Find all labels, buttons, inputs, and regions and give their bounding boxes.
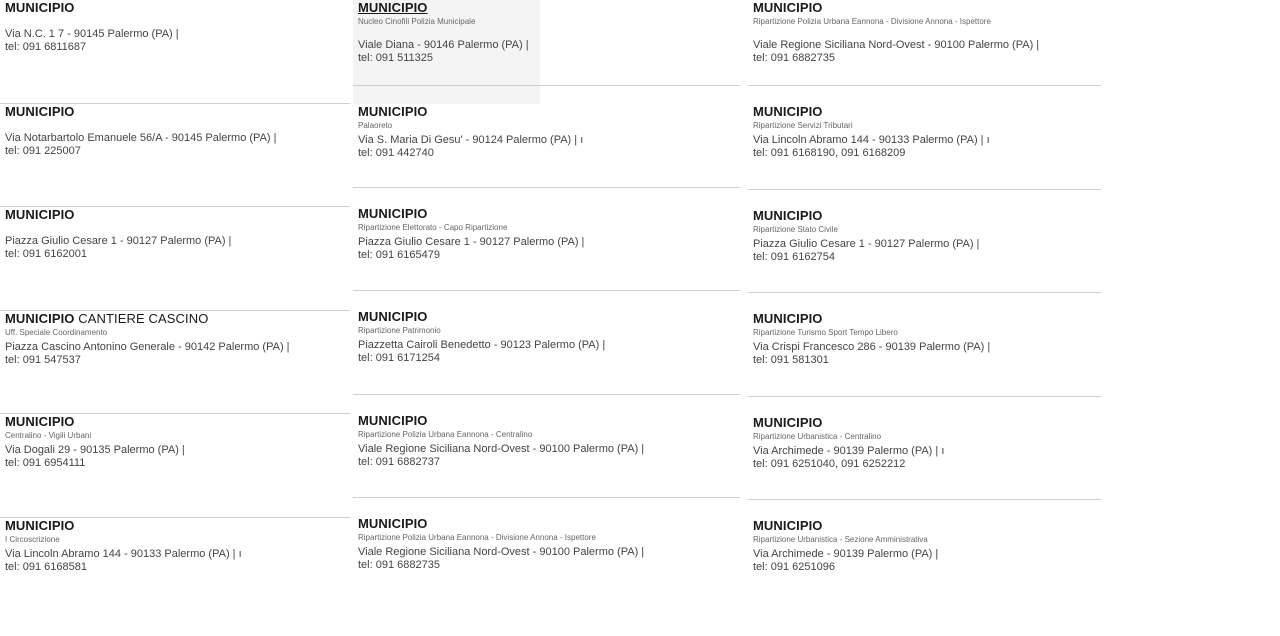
listing-entry[interactable] bbox=[748, 397, 1101, 501]
entry-phone: tel: 091 6954111 bbox=[5, 457, 86, 469]
listing-entry[interactable] bbox=[353, 291, 740, 395]
entry-title[interactable]: MUNICIPIO bbox=[753, 0, 823, 15]
entry-title[interactable]: MUNICIPIO bbox=[5, 517, 75, 533]
entry-address: Viale Regione Siciliana Nord-Ovest - 90100 Palermo (PA) | bbox=[358, 546, 645, 558]
entry-phone: tel: 091 6882735 bbox=[358, 559, 440, 571]
entry-phone: tel: 091 6251096 bbox=[753, 561, 835, 573]
entry-address: Via S. Maria Di Gesu' - 90124 Palermo (PA) | ı bbox=[358, 133, 584, 146]
entry-phone: tel: 091 547537 bbox=[5, 353, 81, 366]
entry-phone: tel: 091 6882737 bbox=[358, 455, 440, 468]
entry-phone: tel: 091 6168581 bbox=[5, 560, 87, 573]
entry-phone: tel: 091 6251040, 091 6252212 bbox=[753, 457, 906, 470]
entry-address: Viale Regione Siciliana Nord-Ovest - 90100 Palermo (PA) | bbox=[753, 39, 1040, 51]
entry-address: Via Crispi Francesco 286 - 90139 Palermo (PA) | bbox=[753, 341, 991, 353]
entry-subtitle: I Circoscrizione bbox=[5, 534, 60, 544]
entry-title[interactable]: MUNICIPIO bbox=[753, 414, 823, 430]
entry-title[interactable]: MUNICIPIO bbox=[358, 205, 428, 221]
listing-entry[interactable] bbox=[0, 207, 350, 311]
listing-entry[interactable] bbox=[0, 0, 350, 104]
listing-entry[interactable] bbox=[0, 518, 350, 622]
entry-address: Piazza Cascino Antonino Generale - 90142 Palermo (PA) | bbox=[5, 340, 290, 353]
entry-address: Piazza Giulio Cesare 1 - 90127 Palermo (PA) | bbox=[753, 237, 980, 250]
entry-title[interactable]: MUNICIPIO bbox=[753, 104, 823, 119]
entry-subtitle: Ripartizione Polizia Urbana Eannona - Divisione Annona - Ispettore bbox=[358, 533, 596, 542]
entry-title[interactable]: MUNICIPIO bbox=[358, 103, 428, 119]
listing-entry[interactable] bbox=[0, 311, 350, 415]
entry-title[interactable]: MUNICIPIO bbox=[753, 311, 823, 326]
entry-title[interactable]: MUNICIPIO bbox=[358, 412, 428, 428]
entry-phone: tel: 091 6171254 bbox=[358, 352, 440, 364]
entry-subtitle: Ripartizione Urbanistica - Centralino bbox=[753, 431, 882, 441]
entry-address: Via Notarbartolo Emanuele 56/A - 90145 Palermo (PA) | bbox=[5, 131, 277, 144]
entry-subtitle: Ripartizione Turismo Sport Tempo Libero bbox=[753, 328, 898, 337]
entry-title-extra: CANTIERE CASCINO bbox=[78, 310, 209, 326]
entry-phone: tel: 091 6162001 bbox=[5, 248, 87, 260]
listing-entry[interactable] bbox=[353, 188, 740, 292]
listing-column-1 bbox=[0, 0, 350, 621]
listing-entry[interactable] bbox=[353, 85, 740, 188]
entry-address: Via N.C. 1 7 - 90145 Palermo (PA) | bbox=[5, 28, 179, 40]
entry-phone: tel: 091 6811687 bbox=[5, 41, 87, 53]
listing-entry[interactable] bbox=[748, 293, 1101, 397]
entry-subtitle: Ripartizione Urbanistica - Sezione Amministrativa bbox=[753, 535, 928, 544]
listing-entry[interactable] bbox=[748, 500, 1101, 604]
entry-title-link[interactable]: MUNICIPIO bbox=[358, 0, 428, 15]
entry-title[interactable]: MUNICIPIO bbox=[5, 103, 75, 119]
entry-address: Via Archimede - 90139 Palermo (PA) | bbox=[753, 548, 939, 560]
entry-subtitle: Ripartizione Polizia Urbana Eannona - Centralino bbox=[358, 429, 533, 439]
entry-address: Viale Regione Siciliana Nord-Ovest - 90100 Palermo (PA) | bbox=[358, 442, 645, 455]
listing-column-2 bbox=[353, 0, 740, 602]
entry-title[interactable]: MUNICIPIO CANTIERE CASCINO bbox=[5, 310, 209, 326]
entry-phone: tel: 091 225007 bbox=[5, 144, 81, 157]
entry-phone: tel: 091 442740 bbox=[358, 146, 434, 159]
entry-phone: tel: 091 6162754 bbox=[753, 250, 835, 263]
entry-subtitle: Ripartizione Servizi Tributari bbox=[753, 121, 853, 130]
entry-address: Via Dogali 29 - 90135 Palermo (PA) | bbox=[5, 444, 185, 456]
listing-entry[interactable] bbox=[748, 0, 1101, 86]
entry-address: Viale Diana - 90146 Palermo (PA) | bbox=[358, 39, 529, 51]
entry-phone: tel: 091 6168190, 091 6168209 bbox=[753, 147, 906, 159]
entry-address: Via Lincoln Abramo 144 - 90133 Palermo (PA) | ı bbox=[753, 134, 990, 146]
entry-subtitle: Nucleo Cinofili Polizia Municipale bbox=[358, 17, 476, 26]
entry-address: Piazzetta Cairoli Benedetto - 90123 Palermo (PA) | bbox=[358, 339, 606, 351]
entry-subtitle: Uff. Speciale Coordinamento bbox=[5, 327, 108, 337]
entry-subtitle: Ripartizione Stato Civile bbox=[753, 224, 838, 234]
entry-title[interactable]: MUNICIPIO bbox=[5, 414, 75, 429]
listing-entry[interactable] bbox=[748, 190, 1101, 294]
entry-phone: tel: 091 581301 bbox=[753, 354, 829, 366]
listing-entry[interactable] bbox=[353, 498, 740, 602]
entry-phone: tel: 091 6882735 bbox=[753, 52, 835, 64]
listing-entry[interactable] bbox=[353, 395, 740, 499]
entry-title[interactable]: MUNICIPIO bbox=[753, 207, 823, 223]
listing-entry[interactable] bbox=[748, 86, 1101, 190]
entry-address: Piazza Giulio Cesare 1 - 90127 Palermo (PA) | bbox=[358, 235, 585, 248]
entry-title[interactable]: MUNICIPIO bbox=[5, 207, 75, 222]
entry-address: Piazza Giulio Cesare 1 - 90127 Palermo (PA) | bbox=[5, 235, 232, 247]
entry-address: Via Lincoln Abramo 144 - 90133 Palermo (PA) | ı bbox=[5, 547, 242, 560]
entry-subtitle: Ripartizione Polizia Urbana Eannona - Divisione Annona - Ispettore bbox=[753, 17, 991, 26]
entry-subtitle: Palaoreto bbox=[358, 120, 393, 130]
entry-phone: tel: 091 6165479 bbox=[358, 248, 440, 261]
entry-phone: tel: 091 511325 bbox=[358, 52, 434, 64]
entry-title[interactable]: MUNICIPIO bbox=[358, 309, 428, 324]
entry-title[interactable]: MUNICIPIO bbox=[753, 518, 823, 533]
entry-subtitle: Ripartizione Elettorato - Capo Ripartizione bbox=[358, 222, 508, 232]
listing-entry[interactable] bbox=[0, 104, 350, 208]
entry-subtitle: Centralino - Vigili Urbani bbox=[5, 431, 92, 440]
entry-title[interactable]: MUNICIPIO bbox=[5, 0, 75, 15]
entry-address: Via Archimede - 90139 Palermo (PA) | ı bbox=[753, 444, 945, 457]
entry-subtitle: Ripartizione Patrimonio bbox=[358, 326, 441, 335]
entry-title[interactable]: MUNICIPIO bbox=[358, 516, 428, 531]
listing-entry[interactable] bbox=[0, 414, 350, 518]
listing-column-3 bbox=[748, 0, 1101, 604]
